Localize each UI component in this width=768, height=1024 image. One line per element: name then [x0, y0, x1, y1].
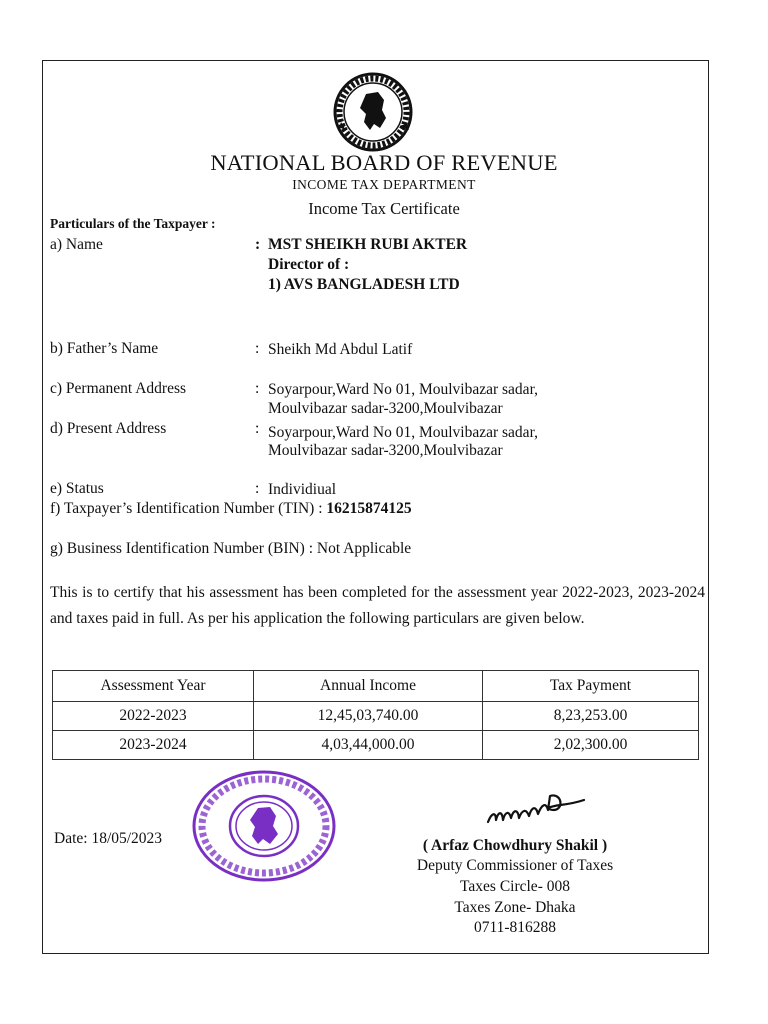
- present-address-colon: :: [255, 420, 260, 437]
- company-name: 1) AVS BANGLADESH LTD: [268, 276, 460, 293]
- permanent-address-label: c) Permanent Address: [50, 380, 187, 397]
- signatory-designation: Deputy Commissioner of Taxes: [416, 857, 614, 874]
- certificate-title: Income Tax Certificate: [308, 199, 460, 218]
- header-assessment-year: Assessment Year: [53, 671, 254, 702]
- status-colon: :: [255, 480, 260, 497]
- name-colon: :: [255, 236, 261, 253]
- header-annual-income: Annual Income: [254, 671, 483, 702]
- signatory-circle: Taxes Circle- 008: [460, 878, 570, 895]
- cell-tax: 2,02,300.00: [483, 731, 699, 760]
- office-stamp-icon: [190, 768, 338, 884]
- present-address-line1: Soyarpour,Ward No 01, Moulvibazar sadar,: [268, 424, 538, 441]
- header-tax-payment: Tax Payment: [483, 671, 699, 702]
- certificate-date: Date: 18/05/2023: [54, 830, 163, 847]
- table-header-row: [53, 671, 699, 702]
- status-value: Individiual: [268, 481, 337, 498]
- signature-icon: [484, 788, 590, 832]
- cell-income: 12,45,03,740.00: [254, 702, 483, 731]
- permanent-address-colon: :: [255, 380, 260, 397]
- cell-year: 2022-2023: [53, 702, 254, 731]
- signatory-zone: Taxes Zone- Dhaka: [454, 899, 576, 916]
- permanent-address-line1: Soyarpour,Ward No 01, Moulvibazar sadar,: [268, 381, 538, 398]
- certify-paragraph: This is to certify that his assessment has been completed for the assessment year 2022-2023, 2023-2024 and taxes paid in full. As per his application the following particulars are given below.: [50, 584, 705, 627]
- particulars-heading: Particulars of the Taxpayer :: [50, 216, 216, 231]
- father-value: Sheikh Md Abdul Latif: [268, 341, 413, 358]
- name-label: a) Name: [50, 236, 103, 253]
- father-label: b) Father’s Name: [50, 340, 159, 357]
- government-seal-icon: [328, 72, 418, 152]
- permanent-address-line2: Moulvibazar sadar-3200,Moulvibazar: [268, 400, 503, 417]
- name-value: MST SHEIKH RUBI AKTER: [268, 236, 468, 253]
- father-colon: :: [255, 340, 260, 357]
- present-address-line2: Moulvibazar sadar-3200,Moulvibazar: [268, 442, 503, 459]
- department-title: INCOME TAX DEPARTMENT: [292, 177, 476, 192]
- bin-line: g) Business Identification Number (BIN) : Not Applicable: [50, 540, 412, 557]
- cell-income: 4,03,44,000.00: [254, 731, 483, 760]
- director-label: Director of :: [268, 256, 350, 273]
- cell-year: 2023-2024: [53, 731, 254, 760]
- status-label: e) Status: [50, 480, 104, 497]
- tin-label: f) Taxpayer’s Identification Number (TIN) :: [50, 500, 323, 517]
- cell-tax: 8,23,253.00: [483, 702, 699, 731]
- signatory-phone: 0711-816288: [473, 919, 557, 936]
- present-address-label: d) Present Address: [50, 420, 167, 437]
- table-row: [53, 731, 699, 760]
- tin-line: [50, 500, 412, 518]
- signatory-name: ( Arfaz Chowdhury Shakil ): [422, 837, 608, 854]
- table-row: [53, 702, 699, 731]
- board-title: NATIONAL BOARD OF REVENUE: [210, 150, 558, 175]
- assessment-table: [52, 670, 699, 760]
- tin-value: 16215874125: [326, 500, 412, 517]
